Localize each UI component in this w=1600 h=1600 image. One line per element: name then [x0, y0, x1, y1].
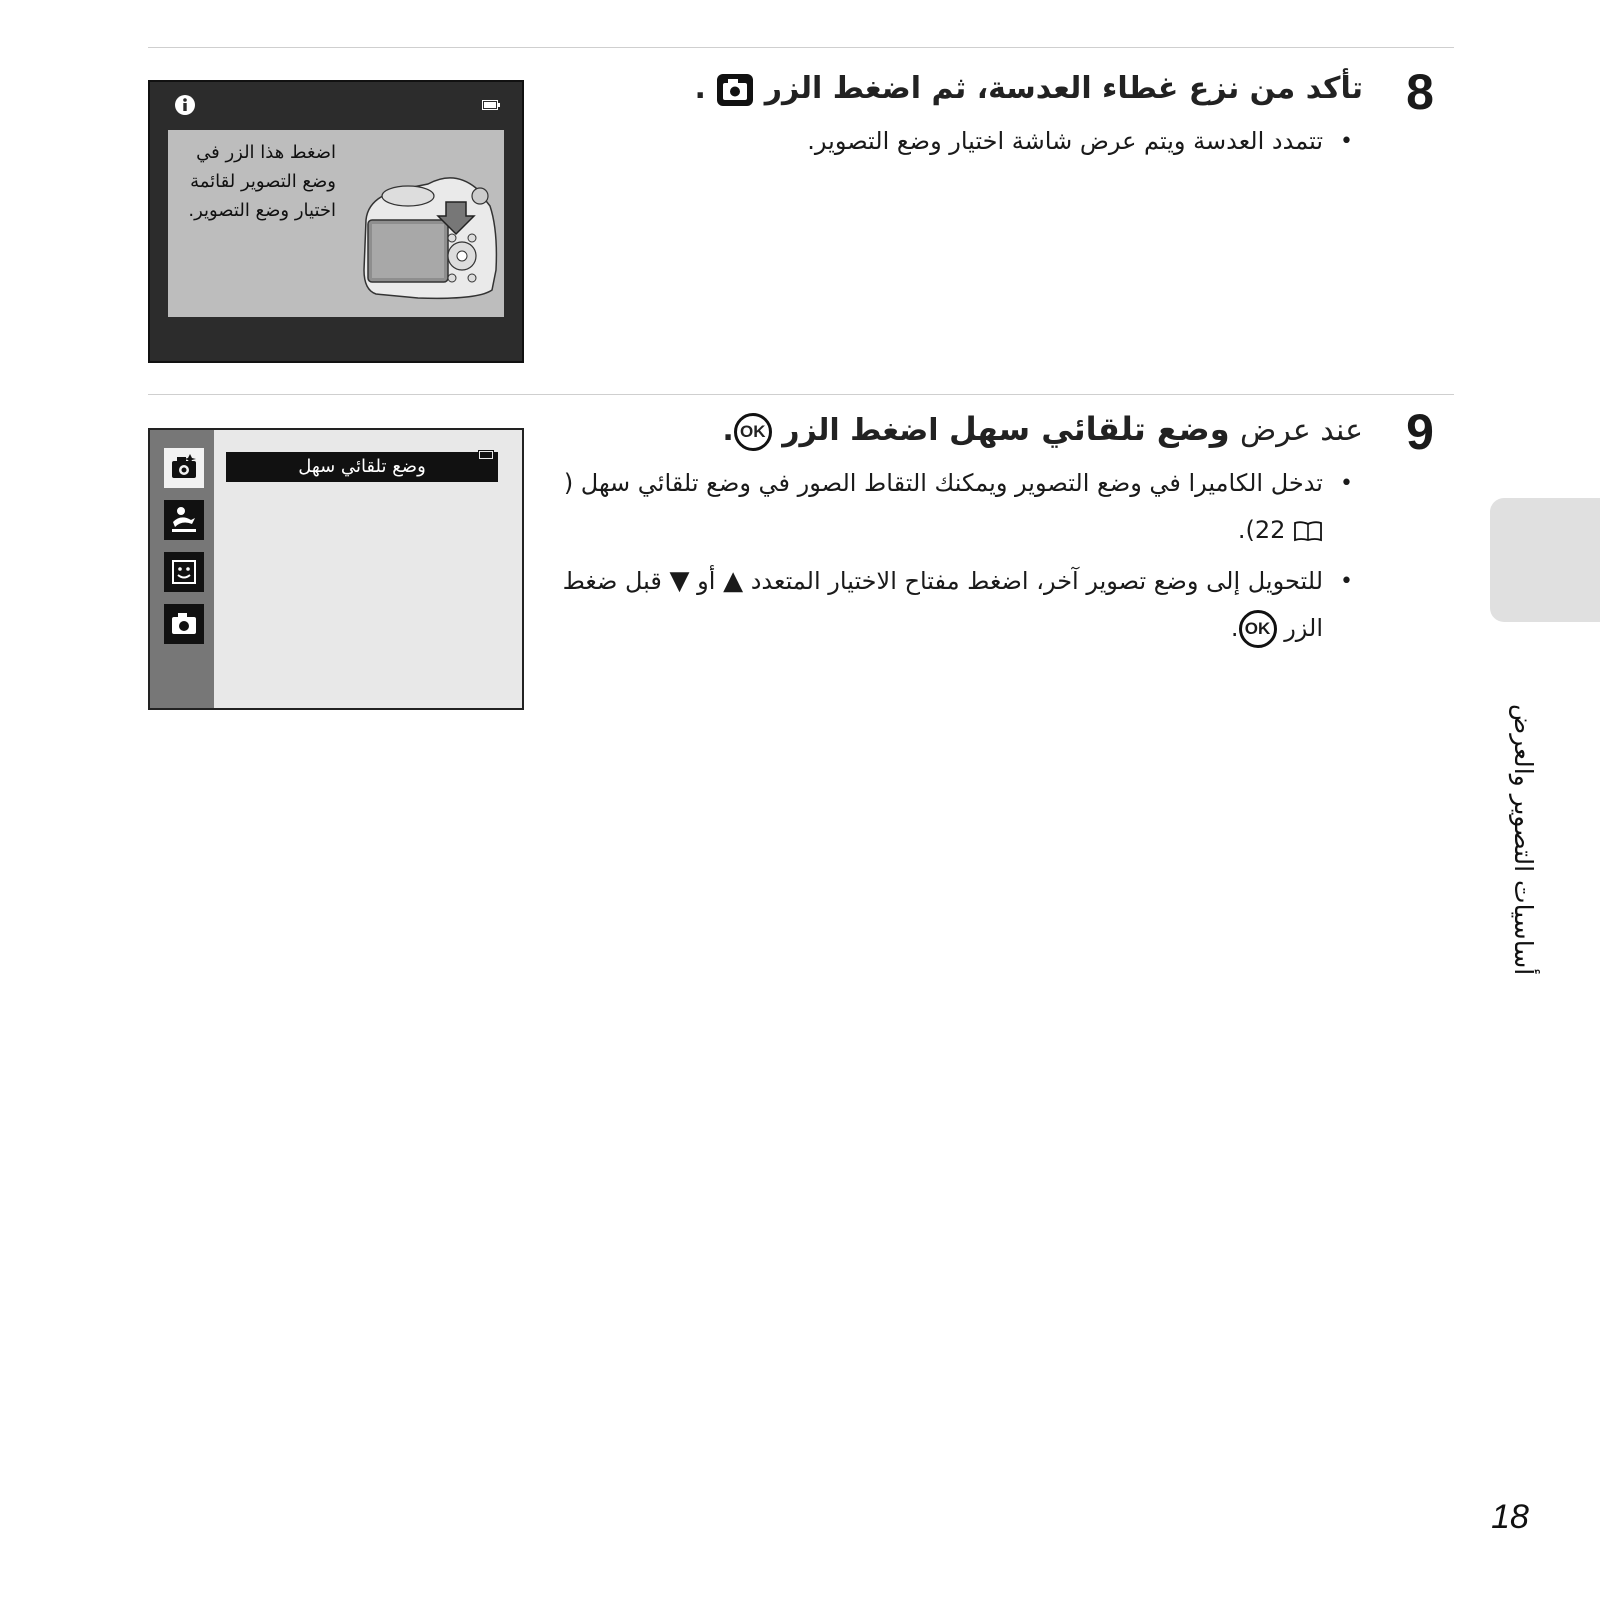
- hint-text: اضغط هذا الزر في وضع التصوير لقائمة اختيار وضع التصوير.: [188, 142, 336, 221]
- section-tab: [1490, 498, 1600, 622]
- page-number: 18: [1491, 1498, 1529, 1536]
- easy-auto-mode-icon[interactable]: [164, 448, 204, 488]
- bullet-dot: •: [1340, 129, 1353, 154]
- heading-end: .: [722, 413, 734, 448]
- smart-portrait-icon[interactable]: [164, 552, 204, 592]
- scene-mode-icon[interactable]: [164, 500, 204, 540]
- book-reference-icon: [1293, 520, 1323, 542]
- battery-icon: [482, 100, 500, 110]
- battery-icon: [478, 450, 496, 460]
- step-9: [540, 404, 1455, 656]
- ok-button-icon: OK: [1239, 610, 1277, 648]
- bullet-text: تتمدد العدسة ويتم عرض شاشة اختيار وضع التصوير.: [807, 127, 1323, 155]
- bullet-end: .: [1230, 614, 1239, 642]
- bullet-text: تدخل الكاميرا في وضع التصوير ويمكنك التقاط الصور في وضع تلقائي سهل (: [563, 469, 1323, 497]
- or-text: أو: [697, 567, 716, 595]
- ok-button-icon: OK: [734, 413, 772, 451]
- divider-top: [148, 47, 1454, 48]
- camera-shooting-mode-button-icon: [716, 73, 754, 107]
- bullet-text-2: قبل ضغط الزر: [562, 567, 1323, 642]
- heading-text: تأكد من نزع غطاء العدسة، ثم اضغط الزر: [764, 71, 1363, 106]
- camera-back-illustration: [358, 150, 502, 310]
- heading-end: .: [694, 71, 706, 106]
- section-label: أساسيات التصوير والعرض: [1509, 703, 1538, 975]
- step-8: [540, 64, 1455, 169]
- mode-title-bar: وضع تلقائي سهل: [226, 452, 498, 482]
- heading-text-2: اضغط الزر: [782, 413, 939, 448]
- mode-icon-column: [150, 430, 214, 708]
- step-9-bullets: [540, 460, 1353, 652]
- page-reference: 22: [1254, 516, 1286, 544]
- camera-screen-mode-select: [148, 428, 524, 710]
- heading-text: عند عرض: [1240, 413, 1363, 448]
- step-heading: [540, 404, 1363, 456]
- screen-bottom-bar: [150, 319, 522, 361]
- bullet-item: [540, 558, 1353, 652]
- bullet-item: [540, 460, 1353, 554]
- auto-mode-icon[interactable]: [164, 604, 204, 644]
- bullet-text: للتحويل إلى وضع تصوير آخر، اضغط مفتاح الاختيار المتعدد: [750, 567, 1323, 595]
- bullet-item: [540, 118, 1353, 165]
- mode-name: وضع تلقائي سهل: [948, 410, 1230, 448]
- bullet-dot: •: [1340, 471, 1353, 496]
- multi-selector-up-icon: ▲: [723, 566, 744, 596]
- divider-middle: [148, 394, 1454, 395]
- step-number: 9: [1406, 404, 1434, 460]
- hint-panel: [168, 130, 504, 317]
- bullet-end: ).: [1237, 516, 1255, 544]
- step-8-bullets: [540, 118, 1353, 165]
- step-number: 8: [1406, 64, 1434, 120]
- multi-selector-down-icon: ▼: [669, 566, 690, 596]
- camera-screen-mode-hint: [148, 80, 524, 363]
- step-heading: [540, 64, 1363, 114]
- bullet-dot: •: [1340, 569, 1353, 594]
- info-icon: [174, 94, 196, 116]
